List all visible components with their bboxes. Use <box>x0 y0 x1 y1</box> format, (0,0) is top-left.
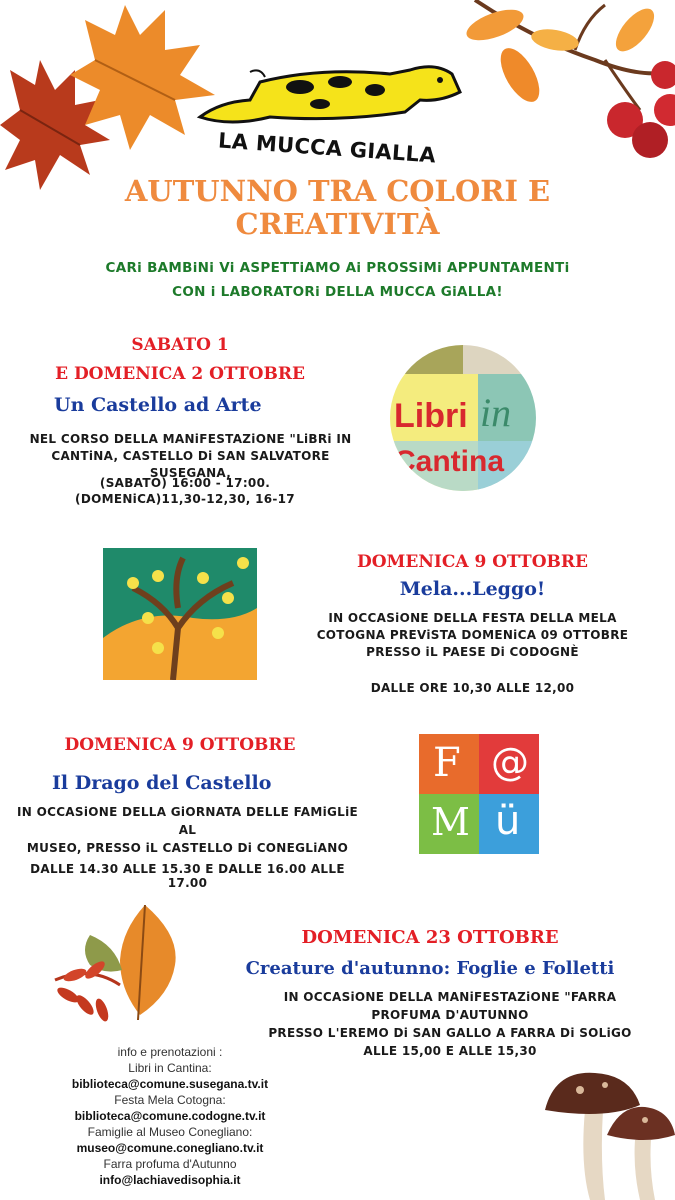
contacts-heading: info e prenotazioni : <box>117 1045 223 1059</box>
intro-line-2: CON i LABORATORi DELLA MUCCA GiALLA! <box>172 284 503 300</box>
event-1-time-line-1: (SABATO) 16:00 - 17:00. <box>99 476 271 490</box>
berries-branch-topright-decoration <box>455 0 675 170</box>
intro-line-1: CARi BAMBiNi Vi ASPETTiAMO Ai PROSSiMi APPUNTAMENTi <box>105 260 570 276</box>
contact-label-libri: Libri in Cantina: <box>128 1061 212 1075</box>
event-1-date-line-1: SABATO 1 <box>131 335 229 355</box>
contact-label-farra: Farra profuma d'Autunno <box>103 1157 237 1171</box>
event-1-desc-line-1: NEL CORSO DELLA MANiFESTAZiONE "LiBRi IN <box>29 432 352 446</box>
event-2-desc-line-2: COTOGNA PREViSTA DOMENiCA 09 OTTOBRE <box>316 628 629 642</box>
famiglie-al-museo-logo <box>419 734 539 854</box>
quince-tree-illustration <box>103 548 257 680</box>
fam-logo-letter-1: F <box>433 740 461 786</box>
event-3-desc-line-2: MUSEO, PRESSO iL CASTELLO Di CONEGLiANO <box>26 841 349 855</box>
event-4-time: ALLE 15,00 E ALLE 15,30 <box>363 1044 537 1058</box>
event-2-desc-line-3: PRESSO iL PAESE Di CODOGNÈ <box>366 645 579 659</box>
event-2-date: DOMENICA 9 OTTOBRE <box>357 552 588 572</box>
contact-email-farra[interactable]: info@lachiavedisophia.it <box>99 1173 241 1187</box>
libri-logo-text-2: in <box>480 390 512 435</box>
event-2-title: Mela...Leggo! <box>399 578 546 600</box>
title-line-2: CREATIVITÀ <box>235 207 440 241</box>
event-1-desc-line-2: CANTiNA, CASTELLO Di SAN SALVATORE SUSEGANA, <box>51 449 330 480</box>
title-line-1: AUTUNNO TRA COLORI E <box>124 174 551 208</box>
contact-label-mela: Festa Mela Cotogna: <box>114 1093 226 1107</box>
event-1-title: Un Castello ad Arte <box>54 394 262 416</box>
intro-text <box>60 256 615 304</box>
fam-logo-letter-3: M <box>431 800 470 844</box>
event-2-desc-line-1: IN OCCASiONE DELLA FESTA DELLA MELA <box>328 611 617 625</box>
mushrooms-decoration <box>545 1065 675 1200</box>
event-1-time <box>45 475 325 507</box>
event-2-time: DALLE ORE 10,30 ALLE 12,00 <box>370 681 575 695</box>
contact-label-museo: Famiglie al Museo Conegliano: <box>87 1125 253 1139</box>
event-1-date-line-2: E DOMENICA 2 OTTOBRE <box>55 364 305 384</box>
event-3-title: Il Drago del Castello <box>52 772 272 794</box>
libri-in-cantina-logo <box>390 345 536 491</box>
contact-email-libri[interactable]: biblioteca@comune.susegana.tv.it <box>71 1077 269 1091</box>
event-2-description <box>315 610 630 661</box>
logo-text: LA MUCCA GIALLA <box>217 128 437 168</box>
fam-logo-letter-4: ü <box>495 798 521 844</box>
contact-email-mela[interactable]: biblioteca@comune.codogne.tv.it <box>74 1109 266 1123</box>
event-3-desc-line-1: IN OCCASiONE DELLA GiORNATA DELLE FAMiGLiE AL <box>17 805 358 837</box>
event-1-time-line-2: (DOMENiCA)11,30-12,30, 16-17 <box>75 492 295 506</box>
libri-logo-text-3: Cantina <box>394 445 505 478</box>
mucca-gialla-logo <box>190 62 470 167</box>
page-title <box>60 175 615 241</box>
event-4-date: DOMENICA 23 OTTOBRE <box>301 927 559 948</box>
event-3-date: DOMENICA 9 OTTOBRE <box>64 735 296 755</box>
autumn-leaves-decoration <box>50 905 190 1030</box>
libri-logo-text-1: Libri <box>394 397 468 435</box>
event-3-description <box>15 803 360 857</box>
fam-logo-letter-2: @ <box>491 740 529 784</box>
event-3-time: DALLE 14.30 ALLE 15.30 E DALLE 16.00 ALLE 17.00 <box>30 862 345 890</box>
event-4-title: Creature d'autunno: Foglie e Folletti <box>245 958 615 979</box>
event-1-block <box>20 332 340 387</box>
event-4-desc-line-3: PRESSO L'EREMO Di SAN GALLO A FARRA Di SOLiGO <box>268 1026 632 1040</box>
event-4-desc-line-2: PROFUMA D'AUTUNNO <box>371 1008 529 1022</box>
contacts-block <box>20 1044 320 1188</box>
contact-email-museo[interactable]: museo@comune.conegliano.tv.it <box>76 1141 264 1155</box>
event-4-desc-line-1: IN OCCASiONE DELLA MANiFESTAZiONE "FARRA <box>283 990 617 1004</box>
